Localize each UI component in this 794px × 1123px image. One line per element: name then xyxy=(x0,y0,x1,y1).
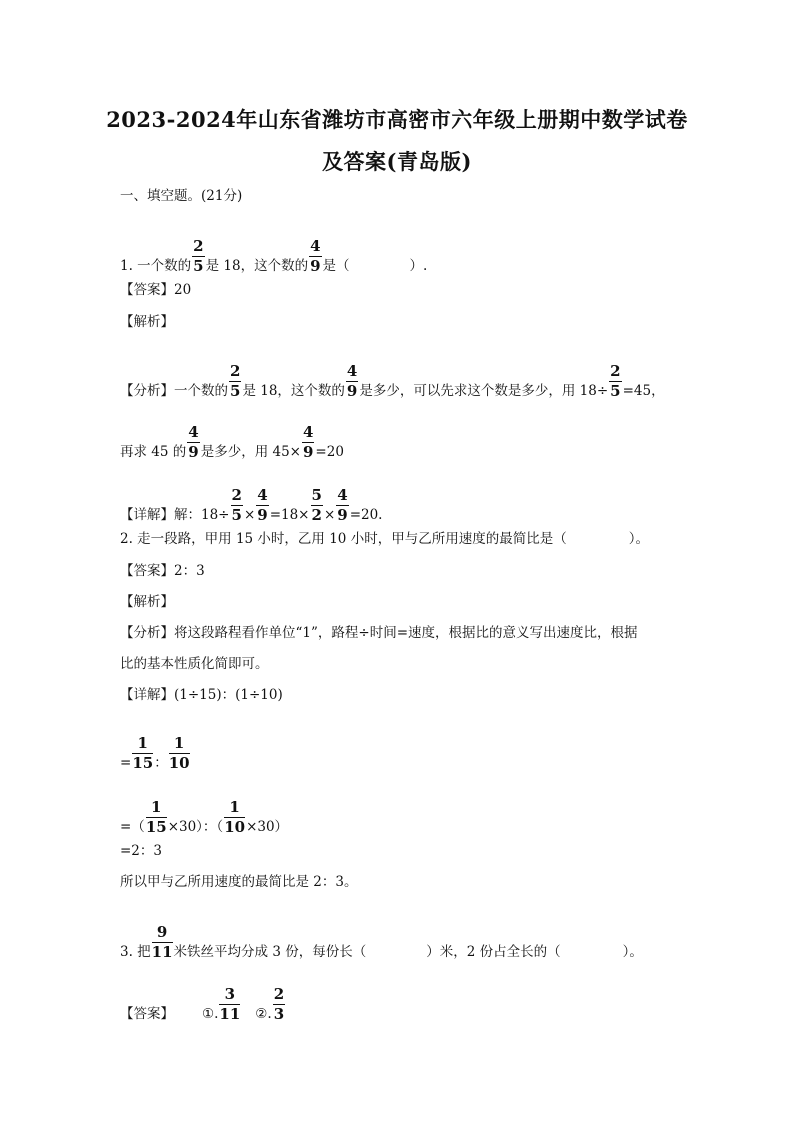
fraction-numerator: 1 xyxy=(132,735,153,754)
fraction-numerator: 2 xyxy=(193,237,204,255)
fraction-2-5 xyxy=(609,363,621,400)
q1-jiexi-label: 【解析】 xyxy=(120,314,174,330)
q1-answer: 【答案】20 xyxy=(120,282,192,298)
document-title-line-2: 及答案(青岛版) xyxy=(322,149,472,174)
text-segment: =45， xyxy=(622,383,665,399)
q1-suffix-open: 是（ xyxy=(322,258,350,274)
fraction-denominator: 9 xyxy=(257,506,268,524)
q2-step-2 xyxy=(120,798,289,846)
fraction-denominator: 15 xyxy=(145,818,167,836)
fraction-numerator: 2 xyxy=(273,985,285,1003)
fraction-denominator: 9 xyxy=(188,443,199,461)
text-segment: ）。 xyxy=(628,531,649,547)
fraction-2-5 xyxy=(229,363,241,400)
fraction-denominator: 5 xyxy=(231,506,242,524)
text-segment: 是多少，可以先求这个数是多少，用 18÷ xyxy=(359,383,609,399)
fraction-2-5 xyxy=(192,238,204,275)
text-segment: ×30）：（ xyxy=(167,819,224,835)
document-title-line-1: 2023-2024年山东省潍坊市高密市六年级上册期中数学试卷 xyxy=(106,107,688,132)
fraction-1-10 xyxy=(224,799,245,836)
text-segment: 【详解】解：18÷ xyxy=(120,507,230,523)
q2-step-1 xyxy=(120,734,191,782)
fraction-numerator: 4 xyxy=(257,486,268,504)
fraction-denominator: 3 xyxy=(273,1005,285,1023)
q2-jiexi-label: 【解析】 xyxy=(120,594,174,610)
q1-mid: 是 18，这个数的 xyxy=(205,258,309,274)
text-segment: ×30） xyxy=(246,819,289,835)
fraction-numerator: 4 xyxy=(302,423,314,441)
q2-answer: 【答案】2：3 xyxy=(120,563,205,579)
fraction-4-9 xyxy=(256,487,268,524)
question-3 xyxy=(120,923,643,971)
q2-conclusion: 所以甲与乙所用速度的最简比是 2：3。 xyxy=(120,874,358,890)
text-segment: =（ xyxy=(120,819,145,835)
text-segment: =20. xyxy=(349,507,383,523)
fraction-1-15 xyxy=(146,799,167,836)
q2-analysis-line-2: 比的基本性质化简即可。 xyxy=(120,656,269,672)
fraction-denominator: 15 xyxy=(132,754,154,772)
fraction-numerator: 2 xyxy=(230,362,241,380)
fraction-denominator: 2 xyxy=(311,506,322,524)
fraction-4-9 xyxy=(309,238,321,275)
fraction-4-9 xyxy=(346,363,358,400)
fraction-numerator: 4 xyxy=(346,362,358,380)
text-segment: 是多少，用 45× xyxy=(200,444,301,460)
fraction-numerator: 9 xyxy=(152,924,173,943)
fraction-numerator: 1 xyxy=(146,799,167,818)
text-segment: 3. 把 xyxy=(120,944,151,960)
fraction-4-9 xyxy=(302,424,314,461)
fraction-numerator: 4 xyxy=(337,486,348,504)
fraction-numerator: 1 xyxy=(224,799,245,818)
text-segment: 【答案】 xyxy=(120,1006,174,1022)
fraction-denominator: 9 xyxy=(337,506,348,524)
q1-suffix-close: ）. xyxy=(409,258,428,274)
q1-analysis-line-1 xyxy=(120,362,665,410)
q2-step-3: =2：3 xyxy=(120,843,162,859)
text-segment: × xyxy=(323,507,336,523)
fraction-1-10 xyxy=(169,735,190,772)
fraction-denominator: 10 xyxy=(224,818,246,836)
fraction-numerator: 2 xyxy=(610,362,621,380)
section-heading: 一、填空题。(21分) xyxy=(120,188,243,204)
text-segment: 再求 45 的 xyxy=(120,444,187,460)
text-segment: ①. xyxy=(202,1006,219,1022)
fraction-3-11 xyxy=(219,986,240,1023)
q2-analysis-line-1: 【分析】将这段路程看作单位“1”，路程÷时间=速度，根据比的意义写出速度比，根据 xyxy=(120,625,638,641)
question-2 xyxy=(120,530,649,548)
text-segment: 【分析】一个数的 xyxy=(120,383,228,399)
fraction-numerator: 5 xyxy=(311,486,322,504)
text-segment: = xyxy=(120,755,132,771)
fraction-numerator: 4 xyxy=(310,237,321,255)
question-1 xyxy=(120,237,428,285)
fraction-denominator: 11 xyxy=(219,1005,241,1023)
text-segment: ）。 xyxy=(622,944,643,960)
fraction-9-11 xyxy=(152,924,173,961)
fraction-denominator: 9 xyxy=(302,443,314,461)
text-segment: ）米，2 份占全长的（ xyxy=(426,944,561,960)
fraction-numerator: 2 xyxy=(231,486,242,504)
text-segment: =20 xyxy=(315,444,344,460)
fraction-denominator: 11 xyxy=(151,943,173,961)
fraction-2-3 xyxy=(273,986,285,1023)
fraction-numerator: 3 xyxy=(219,986,240,1005)
text-segment: 2. 走一段路，甲用 15 小时，乙用 10 小时，甲与乙所用速度的最简比是（ xyxy=(120,531,567,547)
text-segment: 是 18，这个数的 xyxy=(242,383,345,399)
text-segment: ②. xyxy=(255,1006,272,1022)
q2-solution: 【详解】(1÷15)：(1÷10) xyxy=(120,687,283,703)
fraction-denominator: 5 xyxy=(230,382,241,400)
fraction-denominator: 9 xyxy=(346,382,358,400)
fraction-1-15 xyxy=(132,735,153,772)
fraction-denominator: 9 xyxy=(310,257,321,275)
fraction-4-9 xyxy=(336,487,348,524)
q3-answer xyxy=(120,985,286,1033)
text-segment: ： xyxy=(154,755,168,771)
text-segment: =18× xyxy=(269,507,310,523)
fraction-4-9 xyxy=(187,424,199,461)
fraction-denominator: 5 xyxy=(610,382,621,400)
fraction-denominator: 10 xyxy=(168,754,190,772)
fraction-5-2 xyxy=(311,487,323,524)
fraction-numerator: 1 xyxy=(169,735,190,754)
q1-analysis-line-2 xyxy=(120,423,344,471)
text-segment: 米铁丝平均分成 3 份，每份长（ xyxy=(173,944,367,960)
fraction-denominator: 5 xyxy=(193,257,204,275)
q1-solution xyxy=(120,486,383,534)
q1-prefix: 1. 一个数的 xyxy=(120,258,192,274)
fraction-numerator: 4 xyxy=(188,423,199,441)
fraction-2-5 xyxy=(231,487,243,524)
text-segment: × xyxy=(243,507,256,523)
